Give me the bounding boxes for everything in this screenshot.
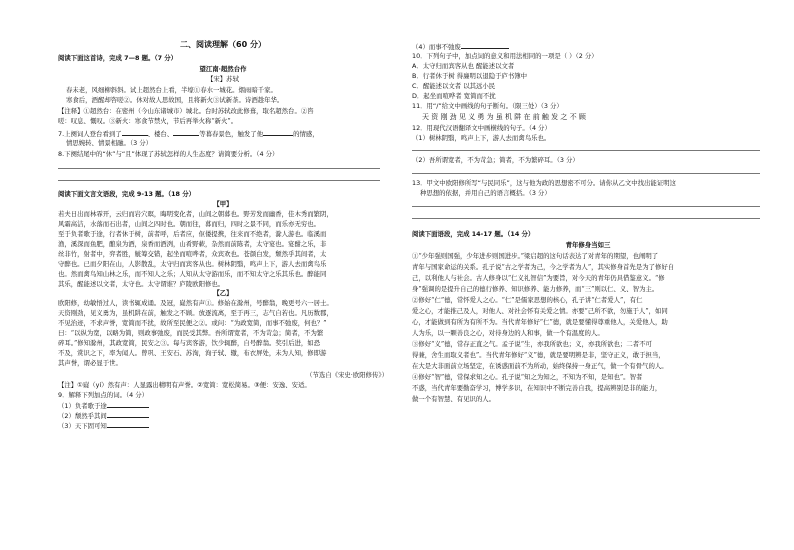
- q9-item-2: （2）颓然乎其间: [58, 411, 149, 421]
- text-line: 其声誉，谓必显于世。: [58, 359, 122, 367]
- text-line: 丝非竹，射者中，弈者胜，觥筹交错，起坐而喧哗者，众宾欢也。苍颜白发，颓然乎其间者，太: [58, 250, 327, 258]
- text-line: 渔，溪深而鱼肥，酿泉为酒，泉香而酒洌，山肴野蔌，杂然而前陈者，太守宴也。宴酣之乐，非: [58, 240, 327, 248]
- question-12: 12．用现代汉语翻译文中画横线的句子。（4 分）: [412, 124, 551, 132]
- q9-item-3: （3）天下固可知: [58, 421, 149, 431]
- q12-sentence-2: （2）吾所谓宽者，不为苛急；简者，不为繁碎耳。（3 分）: [412, 156, 579, 164]
- question-13-line-2: 种思想的依据，并用自己的语言概括。（3 分）: [420, 189, 551, 197]
- answer-line[interactable]: [412, 150, 760, 151]
- text-line: 碎耳。”修知滁州，其政宽简，民安之③。每与宾客游，饮少辄醉，自号醉翁。奖引后进，如恐: [58, 339, 321, 347]
- source-citation: （节选自《宋史·欧阳修传》）: [306, 371, 388, 379]
- answer-line[interactable]: [412, 218, 760, 219]
- text-line: 至于负者歌于途，行者休于树，前者呼，后者应，伛偻提携，往来而不绝者，滁人游也。临溪而: [58, 230, 327, 238]
- question-10: 10．下列句子中，加点词的意义和用法相同的一项是（ ）（2 分）: [412, 52, 598, 60]
- text-line: 不及，赏识之下，率为闻人。曾巩、王安石、苏洵，洵子轼、辙，布衣屏处，未为人知，修即游: [58, 349, 327, 357]
- yi-note: 【注】①嶷（yí）然有声：人显露出精明有声誉。②宽简：宽松简易。③便：安逸、安适。: [58, 381, 311, 389]
- section-yi: 【乙】: [213, 289, 233, 297]
- text-line: 身”强调的是提升自己的德行修养、知识修养、能力修养，而“三”则以仁、义、智为主。: [412, 285, 659, 293]
- q9-blank[interactable]: [107, 401, 149, 408]
- text-line: 也。然而禽鸟知山林之乐，而不知人之乐；人知从太守游而乐，而不知太守之乐其乐也。醉能同: [58, 270, 327, 278]
- prose-intro: 阅读下面文言文语段，完成 9-13 题。（18 分）: [58, 190, 195, 198]
- text-line: 天资刚劲，见义勇为，虽机阱在前，触发之不顾。放逐流离，至于再三，志气自若也。凡历数郡，: [58, 309, 333, 317]
- section-jia: 【甲】: [213, 200, 233, 208]
- q9-blank[interactable]: [461, 42, 509, 49]
- q10-option-b: B．行者休于树 得廉明以退隐于庐书簿中: [412, 72, 528, 80]
- text-line: 曰：“以纵为宽，以略为简，则政事弛废，而民受其弊。吾所谓宽者，不为苛急；简者，不为繁: [58, 329, 324, 337]
- q9-blank[interactable]: [107, 421, 149, 428]
- answer-line[interactable]: [412, 173, 760, 174]
- poem-title: 望江南·超然台作: [199, 65, 247, 73]
- question-7-cont: 情思婉转、情景相融。（3 分）: [66, 139, 152, 147]
- modern-title: 青年修身当如三: [565, 241, 611, 249]
- section-title: 二、阅读理解（60 分）: [180, 40, 266, 49]
- answer-line[interactable]: [58, 180, 380, 181]
- question-9: 9．解释下列加点的词。（4 分）: [58, 391, 149, 399]
- text-line: 守醉也。已而夕阳在山，人影散乱，太守归而宾客从也。树林阴翳，鸣声上下，游人去而禽鸟乐: [58, 260, 327, 268]
- answer-line[interactable]: [412, 206, 760, 207]
- q10-option-c: C．醒能述以文者 以其远小民: [412, 82, 496, 90]
- text-line: 不惑，当代青年要勤奋学习，博学多识，在知识中不断完善自我，提高辨别是非的能力，: [412, 384, 662, 392]
- text-line: 己，以利他人与社会。古人修身以“仁义礼智信”为要旨，对今天的青年仍具借鉴意义。“修: [412, 274, 665, 282]
- q7-part-c: 等暮春景色，触发了他: [199, 130, 264, 138]
- modern-intro: 阅读下面语段，完成 14-17 题。（14 分）: [412, 230, 535, 238]
- q9-blank[interactable]: [107, 411, 149, 418]
- text-line: 人为乐，以一颗善良之心，对待身边的人和事，做一个有温度的人。: [412, 329, 604, 337]
- poem-note-1: 【注释】①超然台：在密州（今山东诸城市）城北。台时苏轼改此修葺，取名超然台。②咨: [58, 107, 314, 115]
- q7-part-a: 7.上阕词人登台看到了: [58, 130, 122, 138]
- question-8: 8.下阕结尾中的“休”与“且”体现了苏轼怎样的人生态度？请简要分析。（4 分）: [58, 150, 279, 158]
- q7-part-d: 的情感，: [293, 130, 319, 138]
- text-line: 在大是大非面前立场坚定，在诱惑面前不为所动，始终保持一身正气，做一个有骨气的人。: [412, 362, 668, 370]
- q7-blank-3[interactable]: [263, 129, 293, 136]
- text-line: ②修好“仁”德，常怀爱人之心。“仁”是儒家思想的核心，孔子讲“仁者爱人”，有仁: [412, 296, 643, 304]
- q9-item-1: （1）负者歌于途: [58, 401, 149, 411]
- text-line: 做一个有智慧、有见识的人。: [412, 395, 496, 403]
- q10-option-d: D．起坐而喧哗者 宽简而不扰: [412, 92, 496, 100]
- text-line: 青年与国家命运的关系。孔子说“古之学者为己，今之学者为人”，其实修身首先是为了修好自: [412, 263, 675, 271]
- q10-option-a: A．太守归而宾客从也 醒能述以文者: [412, 62, 515, 70]
- q7-blank-2[interactable]: [173, 129, 199, 136]
- text-line: 得兼，舍生而取义者也”。当代青年修好“义”德，就是要明辨是非，坚守正义，敢于担当，: [412, 351, 665, 359]
- text-line: 不见治迹，不求声誉，宽简而不扰，故所至民便之②。或问：“为政宽简，而事不弛废，何也？”: [58, 319, 327, 327]
- q7-blank-1[interactable]: [122, 129, 148, 136]
- q11-text: 天 资 刚 劲 见 义 勇 为 虽 机 阱 在 前 触 发 之 不 顾: [422, 113, 586, 121]
- q12-sentence-1: （1）树林阴翳，鸣声上下，游人去而禽鸟乐也。: [412, 134, 551, 142]
- text-line: 欧阳修，幼敏悟过人，读书辄成诵。及冠，嶷然有声①。修始在滁州，号醉翁，晚更号六一居士。: [58, 299, 333, 307]
- text-line: 若夫日出而林霏开，云归而岩穴暝，晦明变化者，山间之朝暮也。野芳发而幽香，佳木秀而繁阴，: [58, 210, 333, 218]
- poem-line-2: 寒食后，酒醒却咨嗟②。休对故人思故国，且将新火③试新茶。诗酒趁年华。: [66, 96, 284, 104]
- text-line: 爱之心，才能推己及人，对他人、对社会怀有关爱之情。亦要“己所不欲，勿施于人”，如同: [412, 307, 668, 315]
- poem-intro: 阅读下面这首诗，完成 7—8 题。（7 分）: [58, 54, 178, 62]
- answer-line[interactable]: [58, 168, 380, 169]
- text-line: 心，才能做到有所为有所不为。当代青年修好“仁”德，就是要懂得尊重他人，关爱他人，助: [412, 318, 668, 326]
- q7-part-b: 、楼台、: [147, 130, 174, 138]
- poem-note-2: 嗟：叹息、慨叹。③新火：寒食节禁火，节后再举火称“新火”。: [58, 117, 238, 125]
- poem-author: 【宋】苏轼: [207, 75, 239, 83]
- question-7: [58, 129, 319, 139]
- text-line: ③修好“义”德，常存正直之气。孟子说“生，亦我所欲也；义，亦我所欲也；二者不可: [412, 340, 652, 348]
- q9-item-4: （4）而事不弛废: [412, 42, 509, 52]
- text-line: 其乐，醒能述以文者，太守也。太守谓谁？庐陵欧阳修也。: [58, 280, 225, 288]
- poem-line-1: 春未老，风细柳斜斜。试上超然台上看，半壕①春水一城花。烟雨暗千家。: [66, 86, 277, 94]
- text-line: ①“少年强则国强，少年进步则国进步。”梁启超的这句话表达了对青年的期望，也阐明了: [412, 252, 659, 260]
- question-11: 11．用“/”给文中画线的句子断句。（限三处）（3 分）: [412, 102, 563, 110]
- text-line: 风霜高洁，水落而石出者，山间之四时也。朝而往，暮而归，四时之景不同，而乐亦无穷也。: [58, 220, 321, 228]
- question-13-line-1: 13．甲文中欧阳修所写“与民同乐”，这与他为政的思想密不可分。请你从乙文中找出能证明这: [412, 179, 676, 187]
- text-line: ④修好“智”德，常保求知之心。孔子说“知之为知之，不知为不知，是知也”。智者: [412, 373, 643, 381]
